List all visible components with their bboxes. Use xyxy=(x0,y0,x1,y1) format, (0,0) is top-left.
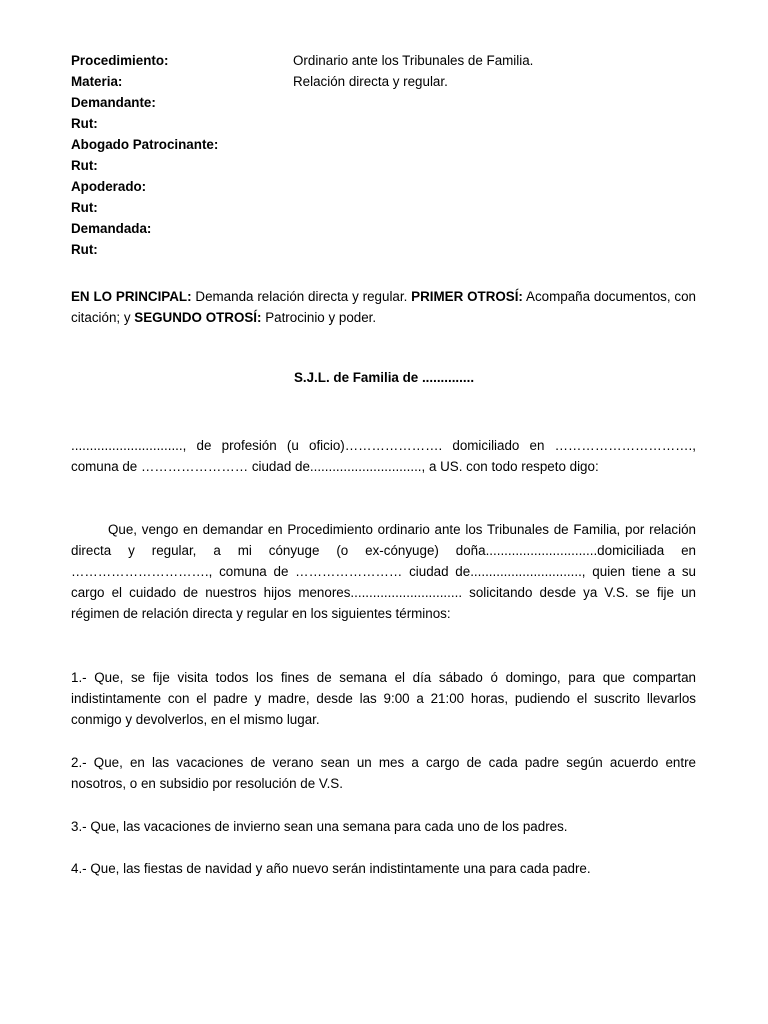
term-item: 4.- Que, las fiestas de navidad y año nuevo serán indistintamente una para cada padre. xyxy=(71,861,591,876)
header-label: Demandada: xyxy=(71,221,152,236)
term-item: 2.- Que, en las vacaciones de verano sean un mes a cargo de cada padre según acuerdo entre nosotros, o en subsidio por resolución de V.S. xyxy=(71,755,696,791)
court-heading: S.J.L. de Familia de .............. xyxy=(293,370,475,385)
header-label: Materia: xyxy=(71,74,123,89)
header-label: Abogado Patrocinante: xyxy=(71,137,219,152)
header-row xyxy=(71,157,711,178)
header-row xyxy=(71,178,711,199)
header-value: Relación directa y regular. xyxy=(293,74,448,89)
summary-paragraph xyxy=(71,286,696,328)
intro-paragraph: .............................., de profesión (u oficio)…………………. domiciliado en …………………………., comuna de …………………… ciudad de.............................., a US. con todo respeto digo: xyxy=(71,438,696,474)
header-row xyxy=(71,241,711,262)
header-value: Ordinario ante los Tribunales de Familia. xyxy=(293,53,534,68)
header-row xyxy=(71,220,711,241)
header-label: Demandante: xyxy=(71,95,156,110)
petition-paragraph: Que, vengo en demandar en Procedimiento ordinario ante los Tribunales de Familia, por relación directa y regular, a mi cónyuge (o ex-cónyuge) doña..............................domiciliada en …………………………., comuna de …………………… ciudad de.............................., quien tiene a su cargo el cuidado de nuestros hijos menores.............................. solicitando desde ya V.S. se fije un régimen de relación directa y regular en los siguientes términos: xyxy=(71,522,696,621)
header-label: Rut: xyxy=(71,116,98,131)
header-label: Procedimiento: xyxy=(71,53,169,68)
header-row xyxy=(71,115,711,136)
principal-text: Demanda relación directa y regular. xyxy=(191,289,412,304)
header-row xyxy=(71,52,711,73)
term-item: 3.- Que, las vacaciones de invierno sean una semana para cada uno de los padres. xyxy=(71,819,568,834)
header-label: Rut: xyxy=(71,158,98,173)
primer-otrosi-text: Acompaña documentos, con citación; y xyxy=(71,289,697,325)
term-item: 1.- Que, se fije visita todos los fines de semana el día sábado ó domingo, para que compartan indistintamente con el padre y madre, desde las 9:00 a 21:00 horas, pudiendo el suscrito llevarlos conmigo y devolverlos, en el mismo lugar. xyxy=(71,670,696,727)
principal-label: EN LO PRINCIPAL: xyxy=(71,289,192,304)
header-label: Rut: xyxy=(71,200,98,215)
segundo-otrosi-label: SEGUNDO OTROSÍ: xyxy=(134,310,262,325)
header-label: Rut: xyxy=(71,242,98,257)
segundo-otrosi-text: Patrocinio y poder. xyxy=(261,310,377,325)
header-row xyxy=(71,73,711,94)
header-row xyxy=(71,199,711,220)
primer-otrosi-label: PRIMER OTROSÍ: xyxy=(411,289,523,304)
header-row xyxy=(71,94,711,115)
header-label: Apoderado: xyxy=(71,179,147,194)
header-row xyxy=(71,136,711,157)
case-header xyxy=(71,52,711,262)
